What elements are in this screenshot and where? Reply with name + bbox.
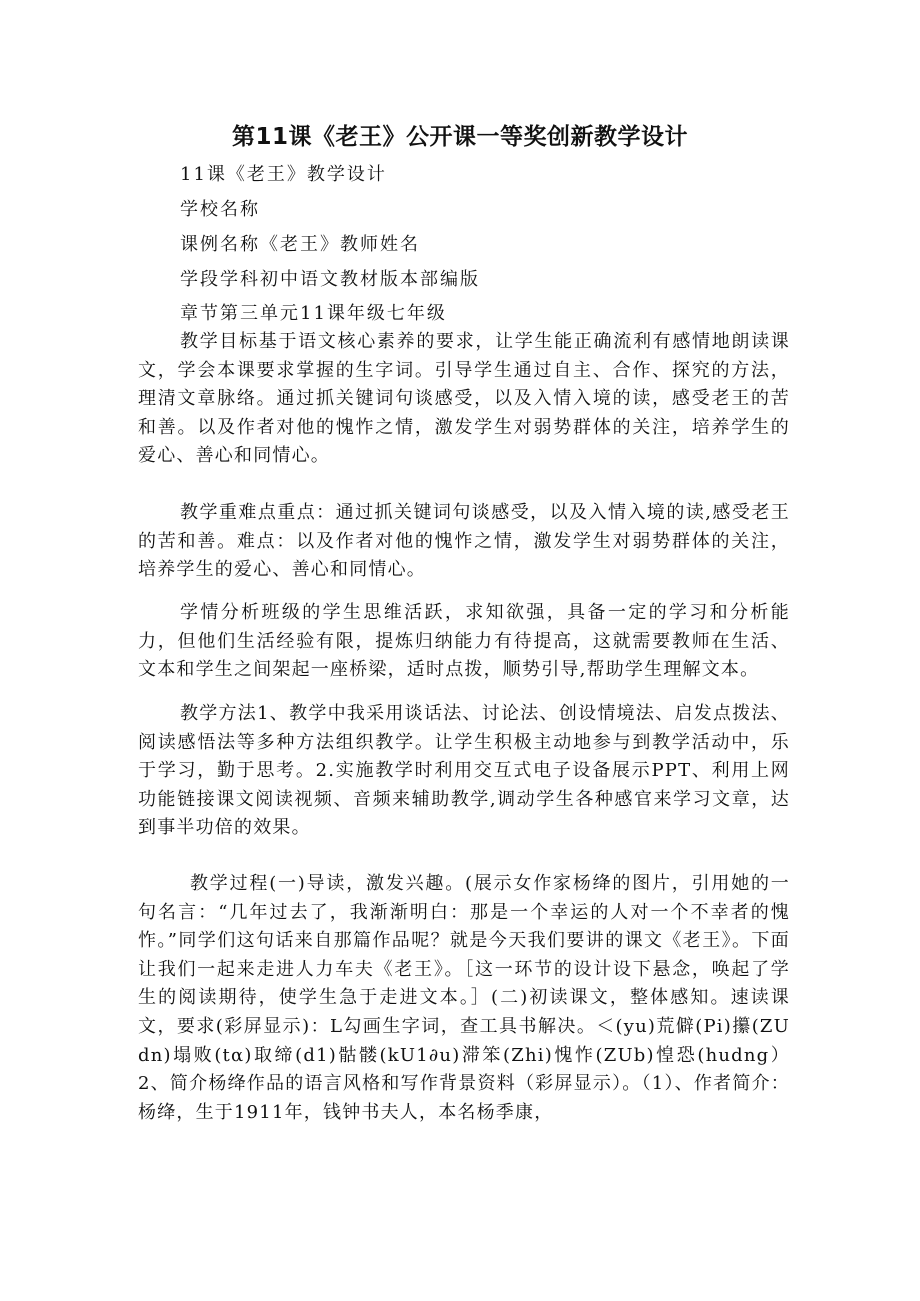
subject-line: 学段学科初中语文教材版本部编版 xyxy=(180,269,480,290)
lesson-heading: 11课《老王》教学设计 xyxy=(180,164,387,185)
paragraph-methods: 教学方法1、教学中我采用谈话法、讨论法、创设情境法、启发点拨法、阅读感悟法等多种方法组织教学。让学生积极主动地参与到教学活动中，乐于学习，勤于思考。2.实施教学时利用交互式电子设备展示PPT、利用上网功能链接课文阅读视频、音频来辅助教学,调动学生各种感官来学习文章，达到事半功倍的效果。 xyxy=(138,703,790,839)
chapter-line: 章节第三单元11课年级七年级 xyxy=(180,303,447,324)
paragraph-objectives: 教学目标基于语文核心素养的要求，让学生能正确流利有感情地朗读课文，学会本课要求掌握的生字词。引导学生通过自主、合作、探究的方法，理清文章脉络。通过抓关键词句谈感受，以及入情入境的读，感受老王的苦和善。以及作者对他的愧怍之情，激发学生对弱势群体的关注，培养学生的爱心、善心和同情心。 xyxy=(138,331,790,467)
school-name-line: 学校名称 xyxy=(180,199,260,220)
paragraph-analysis: 学情分析班级的学生思维活跃，求知欲强，具备一定的学习和分析能力，但他们生活经验有限，提炼归纳能力有待提高，这就需要教师在生活、文本和学生之间架起一座桥梁，适时点拨，顺势引导,帮助学生理解文本。 xyxy=(138,602,790,681)
paragraph-key-points: 教学重难点重点：通过抓关键词句谈感受，以及入情入境的读,感受老王的苦和善。难点：以及作者对他的愧怍之情，激发学生对弱势群体的关注，培养学生的爱心、善心和同情心。 xyxy=(138,502,790,581)
paragraph-process: 教学过程(一)导读，激发兴趣。(展示女作家杨绛的图片，引用她的一句名言：“几年过去了，我渐渐明白：那是一个幸运的人对一个不幸者的愧怍。”同学们这句话来自那篇作品呢？就是今天我们要讲的课文《老王》。下面让我们一起来走进人力车夫《老王》。［这一环节的设计设下悬念，唤起了学生的阅读期待，使学生急于走进文本。］(二)初读课文，整体感知。速读课文，要求(彩屏显示)：L勾画生字词，查工具书解决。＜(yu)荒僻(Pi)攥(ZUdn)塌败(tα)取缔(d1)骷髅(kU1∂u)滞笨(Zhi)愧怍(ZUb)惶恐(hudng）2、简介杨绛作品的语言风格和写作背景资料（彩屏显示）。（1）、作者简介：杨绛，生于1911年，钱钟书夫人，本名杨季康， xyxy=(138,873,790,1123)
document-title: 第11课《老王》公开课一等奖创新教学设计 xyxy=(231,124,688,150)
lesson-name-line: 课例名称《老王》教师姓名 xyxy=(180,234,420,255)
